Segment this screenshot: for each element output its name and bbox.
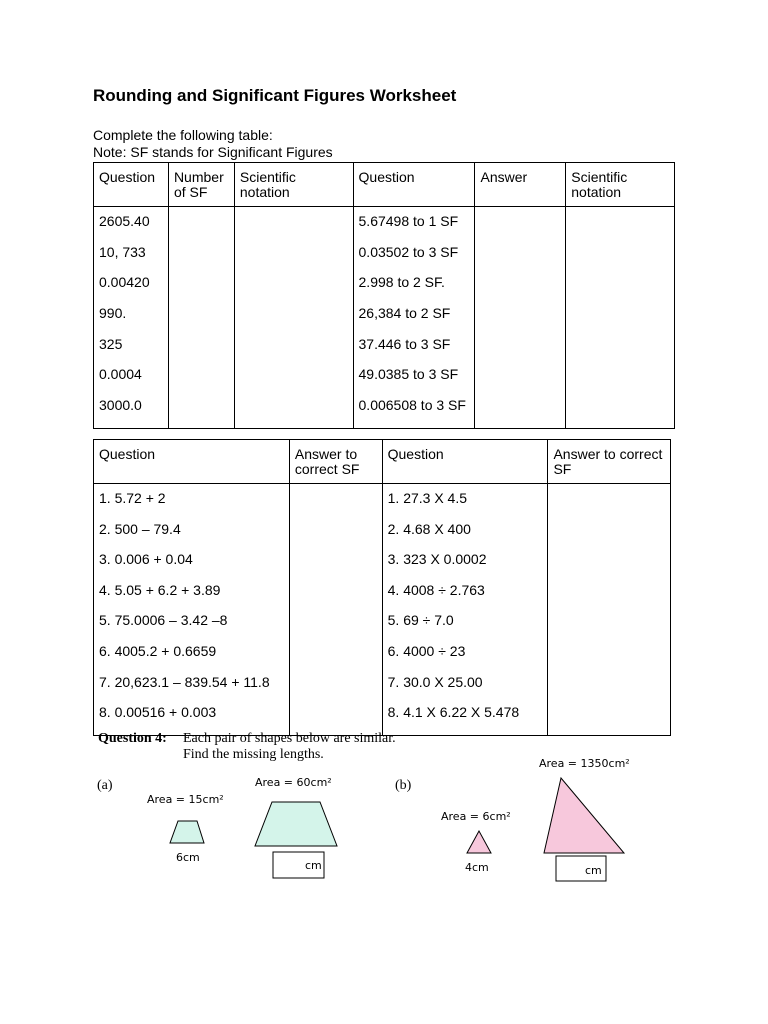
header-question: Question: [353, 163, 475, 207]
part-b-small-length: 4cm: [465, 861, 489, 874]
list-item: 1. 5.72 + 2: [99, 490, 166, 506]
header-answer-to-correct-sf: Answer to correct SF: [289, 440, 382, 484]
intro-line-1: Complete the following table:: [93, 127, 273, 143]
list-item: 0.00420: [99, 274, 150, 291]
intro-line-2: Note: SF stands for Significant Figures: [93, 144, 333, 160]
list-item: 49.0385 to 3 SF: [358, 366, 459, 383]
list-item: 7. 20,623.1 – 839.54 + 11.8: [99, 673, 270, 690]
header-question: Question: [382, 440, 548, 484]
list-item: 990.: [99, 305, 127, 322]
header-question: Question: [94, 163, 169, 207]
list-item: 2605.40: [99, 213, 150, 229]
part-a-unit: cm: [305, 859, 322, 872]
list-item: 2. 4.68 X 400: [387, 520, 471, 537]
large-triangle-shape: [544, 778, 624, 853]
list-item: 325: [99, 335, 123, 352]
list-item: 2. 500 – 79.4: [99, 520, 181, 537]
list-item: 8. 4.1 X 6.22 X 5.478: [387, 704, 520, 721]
header-answer-to-correct-sf: Answer to correct SF: [548, 440, 671, 484]
list-item: 4. 4008 ÷ 2.763: [387, 581, 485, 598]
question-4-line-1: Each pair of shapes below are similar.: [183, 731, 396, 746]
list-item: 0.0004: [99, 366, 142, 383]
question-4-line-2: Find the missing lengths.: [183, 747, 324, 762]
list-item: 0.03502 to 3 SF: [358, 243, 459, 260]
part-a-small-area: Area = 15cm²: [147, 793, 224, 806]
list-item: 37.446 to 3 SF: [358, 335, 451, 352]
list-item: 0.006508 to 3 SF: [358, 397, 466, 414]
header-question: Question: [94, 440, 290, 484]
list-item: 3000.0: [99, 397, 142, 414]
part-b-unit: cm: [585, 864, 602, 877]
part-a-large-area: Area = 60cm²: [255, 776, 332, 789]
small-triangle-shape: [467, 831, 491, 853]
small-trapezium-shape: [170, 821, 204, 843]
list-item: 3. 323 X 0.0002: [387, 551, 487, 568]
list-item: 4. 5.05 + 6.2 + 3.89: [99, 581, 221, 598]
question-4-label: Question 4:: [98, 731, 167, 746]
list-item: 1. 27.3 X 4.5: [387, 490, 468, 506]
list-item: 3. 0.006 + 0.04: [99, 551, 193, 568]
list-item: 6. 4000 ÷ 23: [387, 642, 466, 659]
large-trapezium-shape: [255, 802, 337, 846]
header-answer: Answer: [475, 163, 566, 207]
list-item: 5. 69 ÷ 7.0: [387, 612, 454, 629]
header-scientific-notation: Scientific notation: [566, 163, 675, 207]
list-item: 6. 4005.2 + 0.6659: [99, 642, 217, 659]
part-a-small-length: 6cm: [176, 851, 200, 864]
list-item: 5.67498 to 1 SF: [358, 213, 459, 229]
header-number-of-sf: Number of SF: [168, 163, 234, 207]
list-item: 26,384 to 2 SF: [358, 305, 451, 322]
list-item: 10, 733: [99, 243, 146, 260]
part-b-small-area: Area = 6cm²: [441, 810, 511, 823]
list-item: 7. 30.0 X 25.00: [387, 673, 483, 690]
list-item: 8. 0.00516 + 0.003: [99, 704, 217, 721]
header-scientific-notation: Scientific notation: [234, 163, 353, 207]
list-item: 5. 75.0006 – 3.42 –8: [99, 612, 228, 629]
part-b-large-area: Area = 1350cm²: [539, 757, 630, 770]
part-a-label: (a): [97, 778, 113, 793]
page-title: Rounding and Significant Figures Worksheet: [93, 86, 457, 105]
list-item: 2.998 to 2 SF.: [358, 274, 445, 291]
part-b-label: (b): [395, 778, 412, 793]
